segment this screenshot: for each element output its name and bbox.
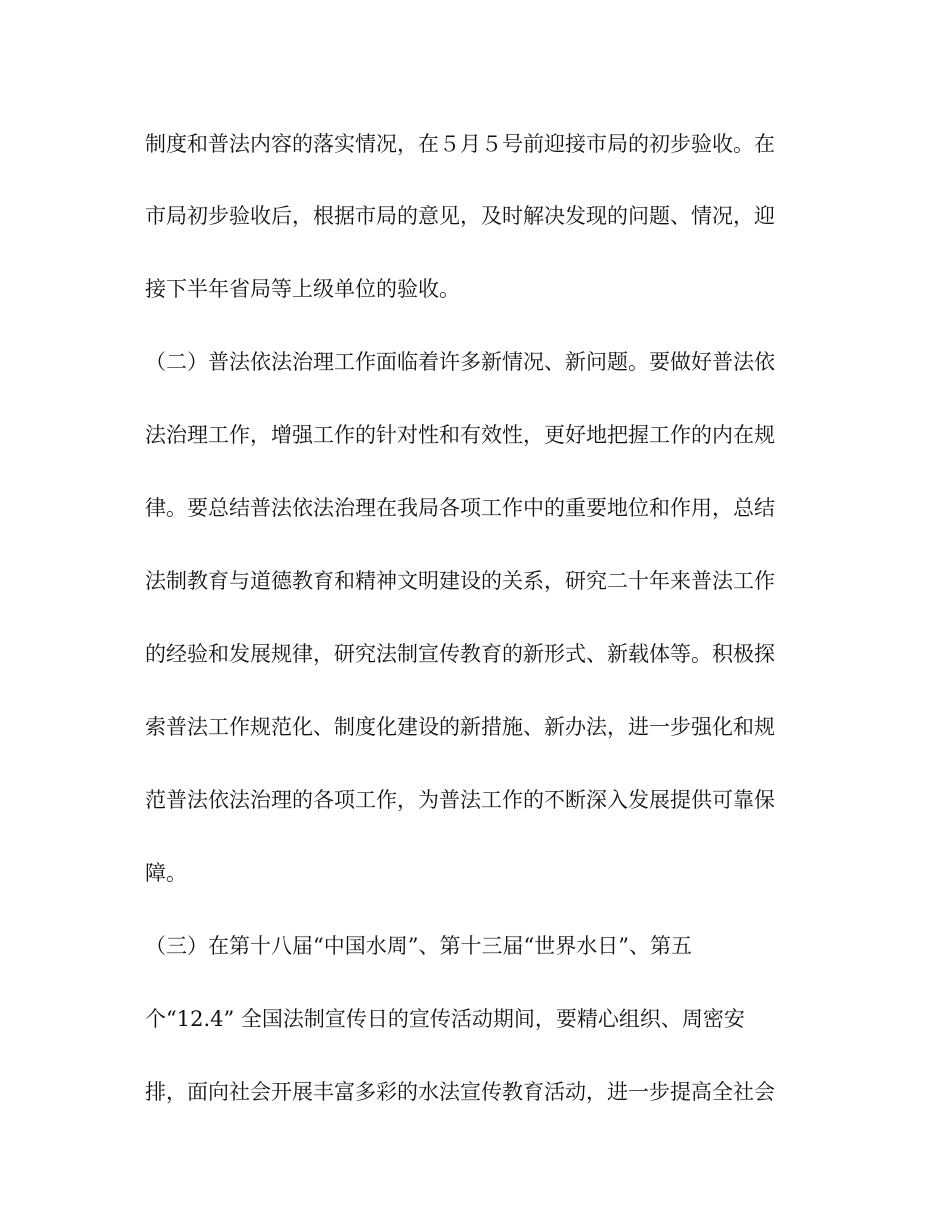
text-line: 制度和普法内容的落实情况，在５月５号前迎接市局的初步验收。在 — [145, 132, 775, 156]
text-line: 接下半年省局等上级单位的验收。 — [145, 277, 460, 301]
text-line: 障。 — [145, 861, 187, 885]
text-line: 律。要总结普法依法治理在我局各项工作中的重要地位和作用，总结 — [145, 496, 775, 520]
text-line: 范普法依法治理的各项工作，为普法工作的不断深入发展提供可靠保 — [145, 788, 775, 812]
text-line: 法制教育与道德教育和精神文明建设的关系，研究二十年来普法工作 — [145, 569, 775, 593]
text-line: 的经验和发展规律，研究法制宣传教育的新形式、新载体等。积极探 — [145, 642, 775, 666]
text-line: 法治理工作，增强工作的针对性和有效性，更好地把握工作的内在规 — [145, 423, 775, 447]
text-line: 个“12.4” 全国法制宣传日的宣传活动期间，要精心组织、周密安 — [145, 1007, 745, 1031]
text-line: （三）在第十八届“中国水周”、第十三届“世界水日”、第五 — [145, 934, 692, 958]
text-line: 索普法工作规范化、制度化建设的新措施、新办法，进一步强化和规 — [145, 715, 775, 739]
text-line: 排，面向社会开展丰富多彩的水法宣传教育活动，进一步提高全社会 — [145, 1080, 775, 1104]
text-line: 市局初步验收后，根据市局的意见，及时解决发现的问题、情况，迎 — [145, 204, 775, 228]
text-line: （二）普法依法治理工作面临着许多新情况、新问题。要做好普法依 — [145, 350, 775, 374]
